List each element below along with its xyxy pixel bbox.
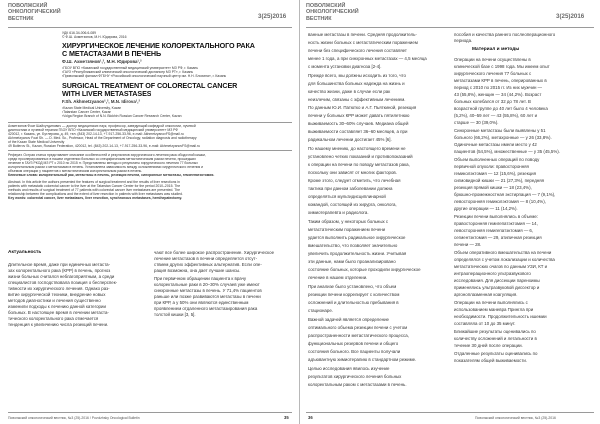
journal-name-line: ОНКОЛОГИЧЕСКИЙ xyxy=(8,9,61,16)
paragraph-line: специалистов господствовала позиция о бесперспек- xyxy=(8,280,118,285)
paragraph-line: состояния больного. Все пациенты получали xyxy=(308,349,401,354)
journal-header xyxy=(8,3,61,37)
keywords-en: Key words: colorectal cancer, liver metastases, liver resection, synchronous metastases, hemihepatectomy. xyxy=(8,196,183,200)
paragraph-line: проявлением отдаленного метастазирования рака xyxy=(154,306,258,311)
paragraph-line: Одиночные метастазы имели место у 42 xyxy=(454,142,537,147)
paragraph-line: вмешательство, что позволяет значительно xyxy=(308,243,398,248)
journal-name-line: ВЕСТНИК xyxy=(306,15,332,22)
header-rule xyxy=(8,27,292,28)
paragraph-line: тактика при данном заболевании должна xyxy=(308,186,393,191)
paragraph-line: химиотерапевта и радиолога. xyxy=(308,210,369,215)
paragraph-line: клинической базе с 1998 года. Мы имеем опыт xyxy=(454,64,550,69)
paragraph-line: тического колоректального рака отмечается xyxy=(8,316,99,321)
paragraph-line: удается выполнить радикальное хирургическое xyxy=(308,235,406,240)
paragraph-line: метастазами КРР в печень, оперированных в xyxy=(454,78,547,83)
paragraph-line: Ближайшие результаты оценивались по xyxy=(454,329,536,334)
paragraph-line: больных колебался от 32 до 78 лет. В xyxy=(454,99,531,104)
paragraph-line: поскольку они зависят от многих факторов. xyxy=(308,170,397,175)
paragraph-line: определяться мультидисциплинарной xyxy=(308,194,386,199)
abstract-en-line: methods and results of surgical treatment of 77 patients with colorectal cancer liver metastases are presented. The xyxy=(8,188,181,192)
paragraph-line: рация возможна, она дает лучшие шансы. xyxy=(154,268,241,273)
paragraph-line: раньше или позже развиваются метастазы в печени xyxy=(154,294,261,299)
paragraph-line: метастатическим поражением печени xyxy=(308,227,386,232)
paragraph-line: течение 30 дней после операции. xyxy=(454,343,523,348)
affiliation-ru: ¹ГБОУ ВПО «Казанский государственный медицинский университет» МЗ РФ, г. Казань xyxy=(62,66,199,70)
paragraph-line: ванные метастазы в печени. Средняя продолжитель- xyxy=(308,32,417,37)
paragraph-line: зах колоректального рака (КРР) в печень, прогноз xyxy=(8,268,111,273)
paragraph-line: метастатических очагов по данным УЗИ, КТ и xyxy=(454,264,548,269)
paragraph-line: Операции на печени осуществлены в xyxy=(454,57,531,62)
paragraph-line: При первичном обращении пациента к врачу xyxy=(154,276,247,281)
abstract-en-line: Abstract. In this article the authors presented the features of surgical treatment and the results of liver resections in xyxy=(8,180,180,184)
paragraph-line: необходимости. Продолжительность ишемии xyxy=(454,314,547,319)
paragraph-line: колоректальным раком с метастазами в печень. xyxy=(308,382,407,387)
methods-heading: Материал и методы xyxy=(472,47,520,52)
abstract-ru-line: объемом операции у пациентов с метастатическим колоректальным раком в печень. xyxy=(8,169,143,173)
right-page xyxy=(300,0,600,424)
abstract-ru-line: колоректальным раком с метастазами в печень. Установлена зависимость между осложнениями хирургического лечения и xyxy=(8,165,204,169)
paragraph-line: применялись ультразвуковой диссектор и xyxy=(454,285,540,290)
paragraph-line: результатов хирургического лечения больных xyxy=(308,374,402,379)
paragraph-line: периода. xyxy=(454,38,473,43)
page-footer: Поволжский онкологический вестник, №3 (25)-2016 / Povolzhsky Oncological Bulletin xyxy=(8,416,140,420)
paragraph-line: Синхронные метастазы были выявлены у 51 xyxy=(454,128,546,133)
paragraph-line: тенденция к увеличению числа резекций печени. xyxy=(8,322,109,327)
affiliation-ru: ³Приволжский филиал ФГБНУ «Российский онкологический научный центр им. Н.Н. Блохина», г. Казань xyxy=(62,74,227,78)
paragraph-line: показателям общей выживаемости. xyxy=(454,358,528,363)
abstract-ru-line: Реферат. Острая статья представляет описание особенностей и результатов хирургического лечения рака ободочной кишки, xyxy=(8,153,206,157)
paragraph-line: толстой кишки [3, 5]. xyxy=(154,312,196,317)
paragraph-line: Резекции печени выполнялись в объеме: xyxy=(454,214,539,219)
affiliation-en: ³Volga Region Branch of N.N. Blokhin Russian Cancer Research Center, Kazan xyxy=(62,114,182,118)
journal-name-line: ПОВОЛЖСКИЙ xyxy=(306,3,346,9)
issue-number: 3(25)2016 xyxy=(258,13,287,20)
paragraph-line: определялся с учетом локализации и количества xyxy=(454,257,555,262)
affiliation-ru: ²ГАУЗ «Республиканский клинический онкологический диспансер МЗ РТ», г. Казань xyxy=(62,70,194,74)
paragraph-line: аргоноплазменная коагуляция. xyxy=(454,292,518,297)
paragraph-line: (5,2%), 40–59 лет — 43 (55,8%), 60 лет и xyxy=(454,113,538,118)
paragraph-line: с момента установки диагноза [2-4]. xyxy=(308,64,382,69)
paragraph-line: резекции печени коррелирует с количеством xyxy=(308,292,400,297)
paragraph-line: больных. В настоящее время в лечении метаста- xyxy=(8,310,109,315)
paragraph-line: качество жизни, даже в случае если рак xyxy=(308,89,391,94)
paragraph-line: 43 (55,8%), женщин — 34 (44,2%). Возраст xyxy=(454,92,542,97)
paragraph-line: тивности их хирургического лечения. Однако раз- xyxy=(8,286,110,291)
copyright-line: © Ф.Ш. Ахметзянов, М.Н. Юдирова, 2016 xyxy=(62,35,127,39)
paragraph-line: лечение в нашем отделении. xyxy=(308,275,368,280)
paragraph-line: Объем оперативного вмешательства на печени xyxy=(454,250,552,255)
affiliation-en: ¹Kazan State Medical University, Kazan xyxy=(62,106,122,110)
paragraph-line: правосторонняя гемигепатэктомия — 14, xyxy=(454,221,538,226)
footer-rule xyxy=(8,412,292,413)
paragraph-line: печени у больных КРР может давать пятилетнюю xyxy=(308,113,410,118)
contact-line: Akhmetzyanov Foat Sh. — D. Med. Sc., Professor, Head of the Department of Oncology, radiation diagnosis and radiotherapy xyxy=(8,136,197,140)
article-title-ru-line: ХИРУРГИЧЕСКОЕ ЛЕЧЕНИЕ КОЛОРЕКТАЛЬНОГО РАКА xyxy=(62,41,255,50)
abstract-ru-line: лечение в ГАУЗ РКОД МЗ РТ с 2010 по 2015 гг. Представлены методы и результаты хирургического лечения 77 больных xyxy=(8,161,198,165)
paragraph-line: при КРР, а у 50% они являются единственным xyxy=(154,300,249,305)
paragraph-line: период с 2010 по 2015 гг. Из них мужчин — xyxy=(454,85,543,90)
abstract-en-line: patients with metastatic colorectal cancer to the liver at the Tatarstan Cancer Center for the period 2010–2015. The xyxy=(8,184,181,188)
paragraph-line: распространенности метастатического процесса, xyxy=(308,333,409,338)
paragraph-line: командой, состоящей из хирурга, онколога, xyxy=(308,202,397,207)
paragraph-line: использованием маневра Прингла при xyxy=(454,307,534,312)
contact-line: of the Kazan State Medical University xyxy=(8,140,65,144)
paragraph-line: больного (66,2%), метахронные — у 26 (33,8%). xyxy=(454,135,552,140)
authors-en: F.Sh. Akhmetzyanov¹,², M.N. Idirova¹,² xyxy=(62,99,140,104)
paragraph-line: жизни больных считался неблагоприятным, а среди xyxy=(8,274,115,279)
paragraph-line: По данным Ю.И. Патютко и А.Г. Пьяткиной, резекция xyxy=(308,105,417,110)
paragraph-line: сигмовидной кишки — 21 (27,3%), передняя xyxy=(454,178,544,183)
article-title-en-line: WITH LIVER METASTASES xyxy=(62,89,152,98)
paragraph-line: сегментэктомия — 29, атипичная резекция xyxy=(454,235,542,240)
paragraph-line: Длительное время, даже при единичных метаста- xyxy=(8,262,111,267)
paragraph-line: пациентов (54,5%), множественные — у 35 (45,5%). xyxy=(454,149,560,154)
paragraph-line: печени без специфического лечения составляет xyxy=(308,48,407,53)
paragraph-line: осложнений и длительностью пребывания в xyxy=(308,300,399,305)
journal-name-line: ВЕСТНИК xyxy=(8,15,34,22)
paragraph-line: выживаемость 30–60% случаев. Медиана общей xyxy=(308,121,409,126)
footer-rule xyxy=(306,412,594,413)
paragraph-line: эти данные, нами было проанализировано xyxy=(308,259,396,264)
abstract-en-line: relationship between the complications and the extent of liver resection in patients with liver metastases was studied. xyxy=(8,192,183,196)
paragraph-line: для большинства больных надежда на жизнь и xyxy=(308,81,405,86)
paragraph-line: количеству осложнений и летальности в xyxy=(454,336,537,341)
keywords-ru: Ключевые слова: колоректальный рак, метастазы в печень, резекция печени, синхронные метастазы, гемигепатэктомия. xyxy=(8,173,215,177)
paragraph-line: менее 1 года, а при синхронных метастазах — 4,5 месяца xyxy=(308,56,427,61)
paragraph-line: установлено четких показаний и противопоказаний xyxy=(308,154,413,159)
contact-line: диагностики и лучевой терапии ГБОУ ВПО «Казанский государственный медицинский университет» МЗ РФ xyxy=(8,128,178,132)
paragraph-line: к операции на печени по поводу метастазов рака, xyxy=(308,162,410,167)
paragraph-line: хирургического лечения 77 больных с xyxy=(454,71,532,76)
paragraph-line: По нашему мнению, до настоящего времени не xyxy=(308,146,406,151)
paragraph-line: левосторонняя гемигепатэктомия — 6, xyxy=(454,228,534,233)
relevance-heading: Актуальность xyxy=(8,250,42,255)
paragraph-line: оптимального объема резекции печени с учетом xyxy=(308,325,408,330)
udc-code: УДК 616.34-006.6-089 xyxy=(62,31,96,35)
paragraph-line: ствием других эффективных альтернатив. Если опе- xyxy=(154,262,262,267)
paragraph-line: печени — 28. xyxy=(454,242,482,247)
paragraph-line: возрастной группе до 40 лет было 4 человека xyxy=(454,106,548,111)
paragraph-line: другие операции — 11 (14,2%). xyxy=(454,206,518,211)
paragraph-line: Целью исследования явилось изучение xyxy=(308,366,390,371)
paragraph-line: При анализе было установлено, что объем xyxy=(308,284,397,289)
page-footer: Поволжский онкологический вестник, №3 (25)-2016 xyxy=(475,416,556,420)
paragraph-line: ность жизни больных с метастатическим поражением xyxy=(308,40,418,45)
paragraph-line: левосторонняя гемиколэктомия — 8 (10,4%), xyxy=(454,199,546,204)
journal-name-line: ПОВОЛЖСКИЙ xyxy=(8,3,48,9)
paragraph-line: исследования. Для диссекции паренхимы xyxy=(454,278,540,283)
paragraph-line: резекция прямой кишки — 18 (23,4%), xyxy=(454,185,532,190)
paragraph-line: выживаемости составляет 36–60 месяцев, а при xyxy=(308,129,408,134)
paragraph-line: гемиколэктомия — 12 (15,6%), резекция xyxy=(454,171,536,176)
authors-ru: Ф.Ш. Ахметзянов¹,², М.Н. Юдирова¹,² xyxy=(62,59,142,64)
paragraph-line: Операции на печени выполнялись с xyxy=(454,300,528,305)
article-title-ru-line: С МЕТАСТАЗАМИ В ПЕЧЕНЬ xyxy=(62,49,162,58)
paragraph-line: состояние больных, которые проходили хирургическое xyxy=(308,267,421,272)
paragraph-line: колоректальные раки в 20–30% случаев уже имеют xyxy=(154,282,260,287)
paragraph-line: Таким образом, у некоторых больных с xyxy=(308,219,389,224)
header-rule xyxy=(306,27,594,28)
abstract-ru-line: среди прооперированных в нашем отделении больных со специфическим метастатическим раком печени, прошедших xyxy=(8,157,196,161)
paragraph-line: адъювантную химиотерапию в стандартном режиме. xyxy=(308,357,417,362)
page-number: 36 xyxy=(308,415,313,420)
paragraph-line: Важной задачей является определение xyxy=(308,317,389,322)
paragraph-line: Отдаленные результаты оценивались по xyxy=(454,351,538,356)
contacts-rule xyxy=(8,150,292,151)
contact-line: 49 Butlerov St., Kazan, Russian Federation, 420012, tel. (843) 202-14-13, +7-917-256-33-96, e-mail: AkhmetzyanovFS@mail.ru xyxy=(8,144,201,148)
paragraph-line: стационаре. xyxy=(308,308,333,313)
paragraph-line: брюшно-промежностная экстирпация — 7 (9,1%), xyxy=(454,192,556,197)
paragraph-line: старше — 30 (39,0%). xyxy=(454,120,499,125)
paragraph-line: увеличить продолжительность жизни. Учитывая xyxy=(308,251,407,256)
paragraph-line: неизлечим, связаны с эффективным лечением. xyxy=(308,97,406,102)
paragraph-line: интраоперационного ультразвукового xyxy=(454,271,531,276)
paragraph-line: Прежде всего, мы должны исходить из того, что xyxy=(308,73,406,78)
page-number: 35 xyxy=(284,415,289,420)
paragraph-line: лечение метастазов в печени определяется отсут- xyxy=(154,256,258,261)
paragraph-line: методов диагностики и лечения существенно xyxy=(8,298,101,303)
journal-name-line: ОНКОЛОГИЧЕСКИЙ xyxy=(306,9,359,16)
contacts-rule xyxy=(8,122,292,123)
paragraph-line: Кроме этого, следует отметить, что лечебная xyxy=(308,178,401,183)
affiliation-en: ²Tatarstan Cancer Center, Kazan xyxy=(62,110,112,114)
paragraph-line: функциональных резервов печени и общего xyxy=(308,341,399,346)
contact-line: Ахметзянов Фоат Шайхутдинович — доктор медицинских наук, профессор, заведующий кафедрой онкологии, лучевой xyxy=(8,124,196,128)
contact-line: 420012, г. Казань, ул. Бутлерова, д. 49, тел. (843) 202-14-13, +7-917-256-33-96, e-mail: AkhmetzyanovFS@mail.ru xyxy=(8,132,184,136)
paragraph-line: составляла от 10 до 35 минут. xyxy=(454,321,516,326)
paragraph-line: синхронные метастазы в печень. У 71,4% пациентов xyxy=(154,288,262,293)
paragraph-line: Объем выполненных операций по поводу xyxy=(454,157,540,162)
article-title-en-line: SURGICAL TREATMENT OF COLORECTAL CANCER xyxy=(62,81,238,90)
paragraph-line: пособия и качества раннего послеоперационного xyxy=(454,32,556,37)
paragraph-line: изменили подходы к лечению данной категории xyxy=(8,304,106,309)
paragraph-line: первичной опухоли: правосторонняя xyxy=(454,164,529,169)
paragraph-line: витие хирургической техники, внедрение новых xyxy=(8,292,106,297)
paragraph-line: чают все более широкое распространение. Хирургическое xyxy=(154,250,275,255)
paragraph-line: радикальном лечении достигает 45% [6]. xyxy=(308,137,392,142)
issue-number: 3(25)2016 xyxy=(556,13,585,20)
